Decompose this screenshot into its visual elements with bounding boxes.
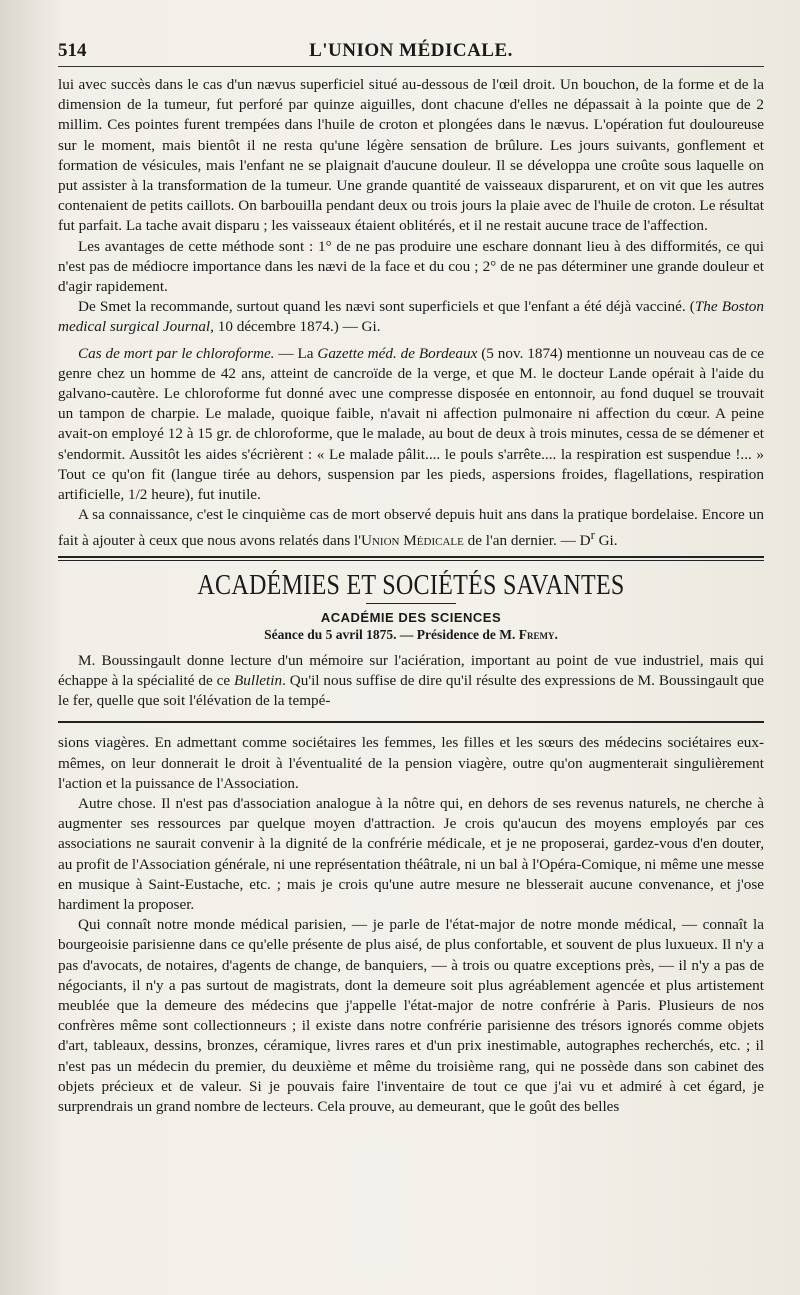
feuilleton-divider [58, 721, 764, 723]
page-number: 514 [58, 40, 87, 61]
article-naevus [58, 75, 764, 338]
text-run: Gi. [594, 532, 618, 550]
journal-citation: The Boston medical surgical Journal, [58, 298, 764, 336]
text-run: Séance du 5 avril 1875. — Présidence de M. [264, 626, 519, 642]
paragraph [58, 344, 764, 506]
journal-title: L'UNION MÉDICALE. [309, 40, 513, 61]
paragraph [58, 651, 764, 712]
paragraph: Les avantages de cette méthode sont : 1° de ne pas produire une eschare donnant lieu à des difformités, ce qui n'est pas de médiocre importance dans les nævi de la face et du cou ; 2° de ne pas déterminer une grande douleur et d'agir rapidement. [58, 237, 764, 296]
academies-section [58, 571, 764, 712]
paragraph: Autre chose. Il n'est pas d'association analogue à la nôtre qui, en dehors de ses revenus naturels, ne cherche à augmenter ses ressources par quelque moyen d'attraction. Je crois qu'aucun des moyens employés par ces associations ne saurait convenir à la dignité de la confrérie médicale, et je ne proposerai, gardez-vous d'en douter, au profit de l'Association générale, ni une représentation théâtrale, ni un bal à l'Opéra-Comique, ni même une messe en musique à Saint-Eustache, etc. ; mais je crois qu'une autre mesure ne blesserait aucune convenance, et j'ose hardiment la proposer. [58, 794, 764, 913]
text-run: M. Boussingault donne lecture d'un mémoire sur l'aciération, important au point de vue industriel, mais qui échappe à la spécialité de ce [58, 651, 764, 689]
section-title: ACADÉMIES ET SOCIÉTÉS SAVANTES [197, 569, 625, 601]
paragraph [58, 505, 764, 551]
text-run: de l'an dernier. — D [463, 532, 591, 550]
text-run: 10 décembre 1874.) — Gi. [213, 318, 381, 336]
bulletin-italic: Bulletin [234, 671, 283, 689]
paragraph: Qui connaît notre monde médical parisien, — je parle de l'état-major de notre monde médical, — connaît la bourgeoisie parisienne dans ce qu'elle présente de plus aisé, de plus confortable, et souvent de plus luxueux. Il n'y a pas d'avocats, de notaires, d'agents de change, de banquiers, — à trois ou quatre exceptions près, — il n'y a pas de négociants, il n'y a pas surtout de magistrats, dont la demeure soit plus agréablement agencée et plus artistement meublée que la demeure des médecins que j'appelle l'état-major de notre confrérie à Paris. Plusieurs de nos confrères même sont collectionneurs ; il existe dans notre confrérie parisienne des trésors ignorés comme objets d'art, tableaux, dessins, bronzes, céramique, livres rares et d'un prix inestimable, autographes recherchés, etc. ; il n'est pas un médecin du premier, du deuxième et même du troisième rang, qui ne possède dans son cabinet des objets précieux et de valeur. Si je pouvais faire l'inventaire de tout ce que j'ai vu et admiré à cet égard, je surprendrais un grand nombre de lecteurs. Cela prouve, au demeurant, que le goût des belles [58, 916, 764, 1115]
article-chloroform [58, 344, 764, 552]
paragraph: lui avec succès dans le cas d'un nævus superficiel situé au-dessous de l'œil droit. Un bouchon, de la forme et de la dimension de la tumeur, fut perforé par quinze aiguilles, dont chacune d'elles ne dépassait à la pointe que de 2 millim. Ces pointes furent trempées dans l'huile de croton et plongées dans le nævus. L'opération fut douloureuse sur le moment, mais bientôt il ne resta qu'une légère sensation de brûlure. Les jours suivants, gonflement et formation de vésicules, mais l'enfant ne se plaignait d'aucune douleur. Il se développa une croûte sous laquelle on put assister à la transformation de la tumeur. Une grande quantité de vaisseaux disparurent, et on vit que les autres contenaient de petits caillots. On barbouilla pendant deux ou trois jours la plaie avec de l'huile de croton. Le résultat fut parfait. La tache avait disparu ; les vaisseaux étaient oblitérés, et il ne restait aucune trace de l'affection. [58, 76, 764, 235]
paragraph: sions viagères. En admettant comme sociétaires les femmes, les filles et les sœurs des médecins sociétaires eux-mêmes, on leur donnerait le droit à l'éventualité de la pension viagère, outre qu'on augmenterait singulièrement l'action et la puissance de l'Association. [58, 734, 764, 792]
text-run: (5 nov. 1874) mentionne un nouveau cas de ce genre chez un homme de 42 ans, atteint de cancroïde de la verge, et que M. le docteur Lande opérait à l'aide du galvano-cautère. Le chloroforme fut donné avec une compresse disposée en entonnoir, au fond duquel se trouvait un tampon de charpie. Le malade, quoique faible, n'avait ni affection pulmonaire ni affection du cœur. A peine avait-on employé 12 à 15 gr. de chloroforme, que le malade, au bout de deux à trois minutes, cessa de se démener et s'endormit. Aussitôt les aides s'écrièrent : « Le malade pâlit.... le pouls s'arrête.... la respiration est suspendue !... » Tout ce qu'on fit (langue tirée au dehors, suspension par les pieds, aspersions froides, flagellations, respiration artificielle, 1/2 heure), fut inutile. [58, 344, 764, 504]
subsection-title: ACADÉMIE DES SCIENCES [320, 609, 502, 625]
source-citation: Gazette méd. de Bordeaux [317, 344, 478, 362]
title-underline [366, 603, 456, 604]
feuilleton-section [58, 733, 764, 1117]
text-run: A sa connaissance, c'est le cinquième cas de mort observé depuis huit ans dans la pratique bordelaise. Encore un fait à ajouter à ceux que nous avons relatés dans l' [58, 506, 764, 550]
text-run: — La [274, 344, 318, 362]
president-name: Fremy [518, 626, 555, 642]
article-title: Cas de mort par le chloroforme. [78, 344, 275, 362]
superscript: r [590, 528, 595, 543]
paragraph [58, 297, 764, 337]
page-header [58, 40, 764, 67]
section-divider [58, 556, 764, 561]
text-run: . Qu'il nous suffise de dire qu'il résulte des expressions de M. Boussingault que le fer, quelle que soit l'élévation de la tempé- [58, 671, 764, 710]
session-line [58, 627, 764, 643]
journal-name: Union Médicale [361, 532, 464, 550]
text-run: De Smet la recommande, surtout quand les nævi sont superficiels et que l'enfant a été déjà vacciné. ( [78, 298, 695, 316]
text-run: . [554, 626, 558, 642]
